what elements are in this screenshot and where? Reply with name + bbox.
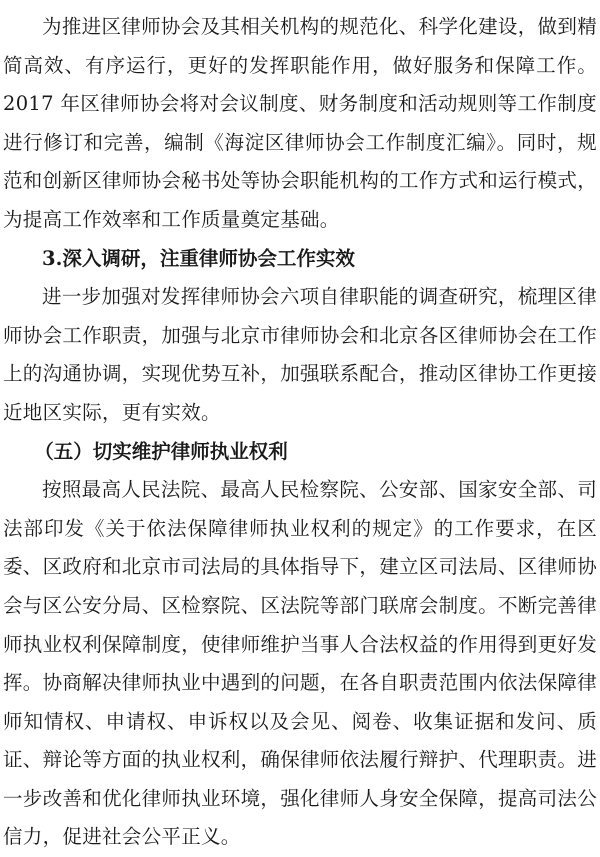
section-heading-lawyer-rights: （五）切实维护律师执业权利 (34, 439, 288, 463)
paragraph-research: 进一步加强对发挥律师协会六项自律职能的调查研究，梳理区律师协会工作职责，加强与北京市律师协会和北京各区律师协会在工作上的沟通协调，实现优势互补，加强联系配合，推动区律协工作更接近地区实际，更有实效。 (3, 285, 598, 424)
subheading-research: 3.深入调研，注重律师协会工作实效 (42, 246, 355, 270)
paragraph-work-system: 为推进区律师协会及其相关机构的规范化、科学化建设，做到精简高效、有序运行，更好的发挥职能作用，做好服务和保障工作。2017 年区律师协会将对会议制度、财务制度和活动规则等工作制度进行修订和完善，编制《海淀区律师协会工作制度汇编》。同时，规范和创新区律师协会秘书处等协会职能机构的工作方式和运行模式，为提高工作效率和工作质量奠定基础。 (3, 15, 598, 231)
paragraph-lawyer-rights: 按照最高人民法院、最高人民检察院、公安部、国家安全部、司法部印发《关于依法保障律师执业权利的规定》的工作要求，在区委、区政府和北京市司法局的具体指导下，建立区司法局、区律师协会与区公安分局、区检察院、区法院等部门联席会制度。不断完善律师执业权利保障制度，使律师维护当事人合法权益的作用得到更好发挥。协商解决律师执业中遇到的问题，在各自职责范围内依法保障律师知情权、申请权、申诉权以及会见、阅卷、收集证据和发问、质证、辩论等方面的执业权利，确保律师依法履行辩护、代理职责。进一步改善和优化律师执业环境，强化律师人身安全保障，提高司法公信力，促进社会公平正义。 (3, 478, 598, 849)
